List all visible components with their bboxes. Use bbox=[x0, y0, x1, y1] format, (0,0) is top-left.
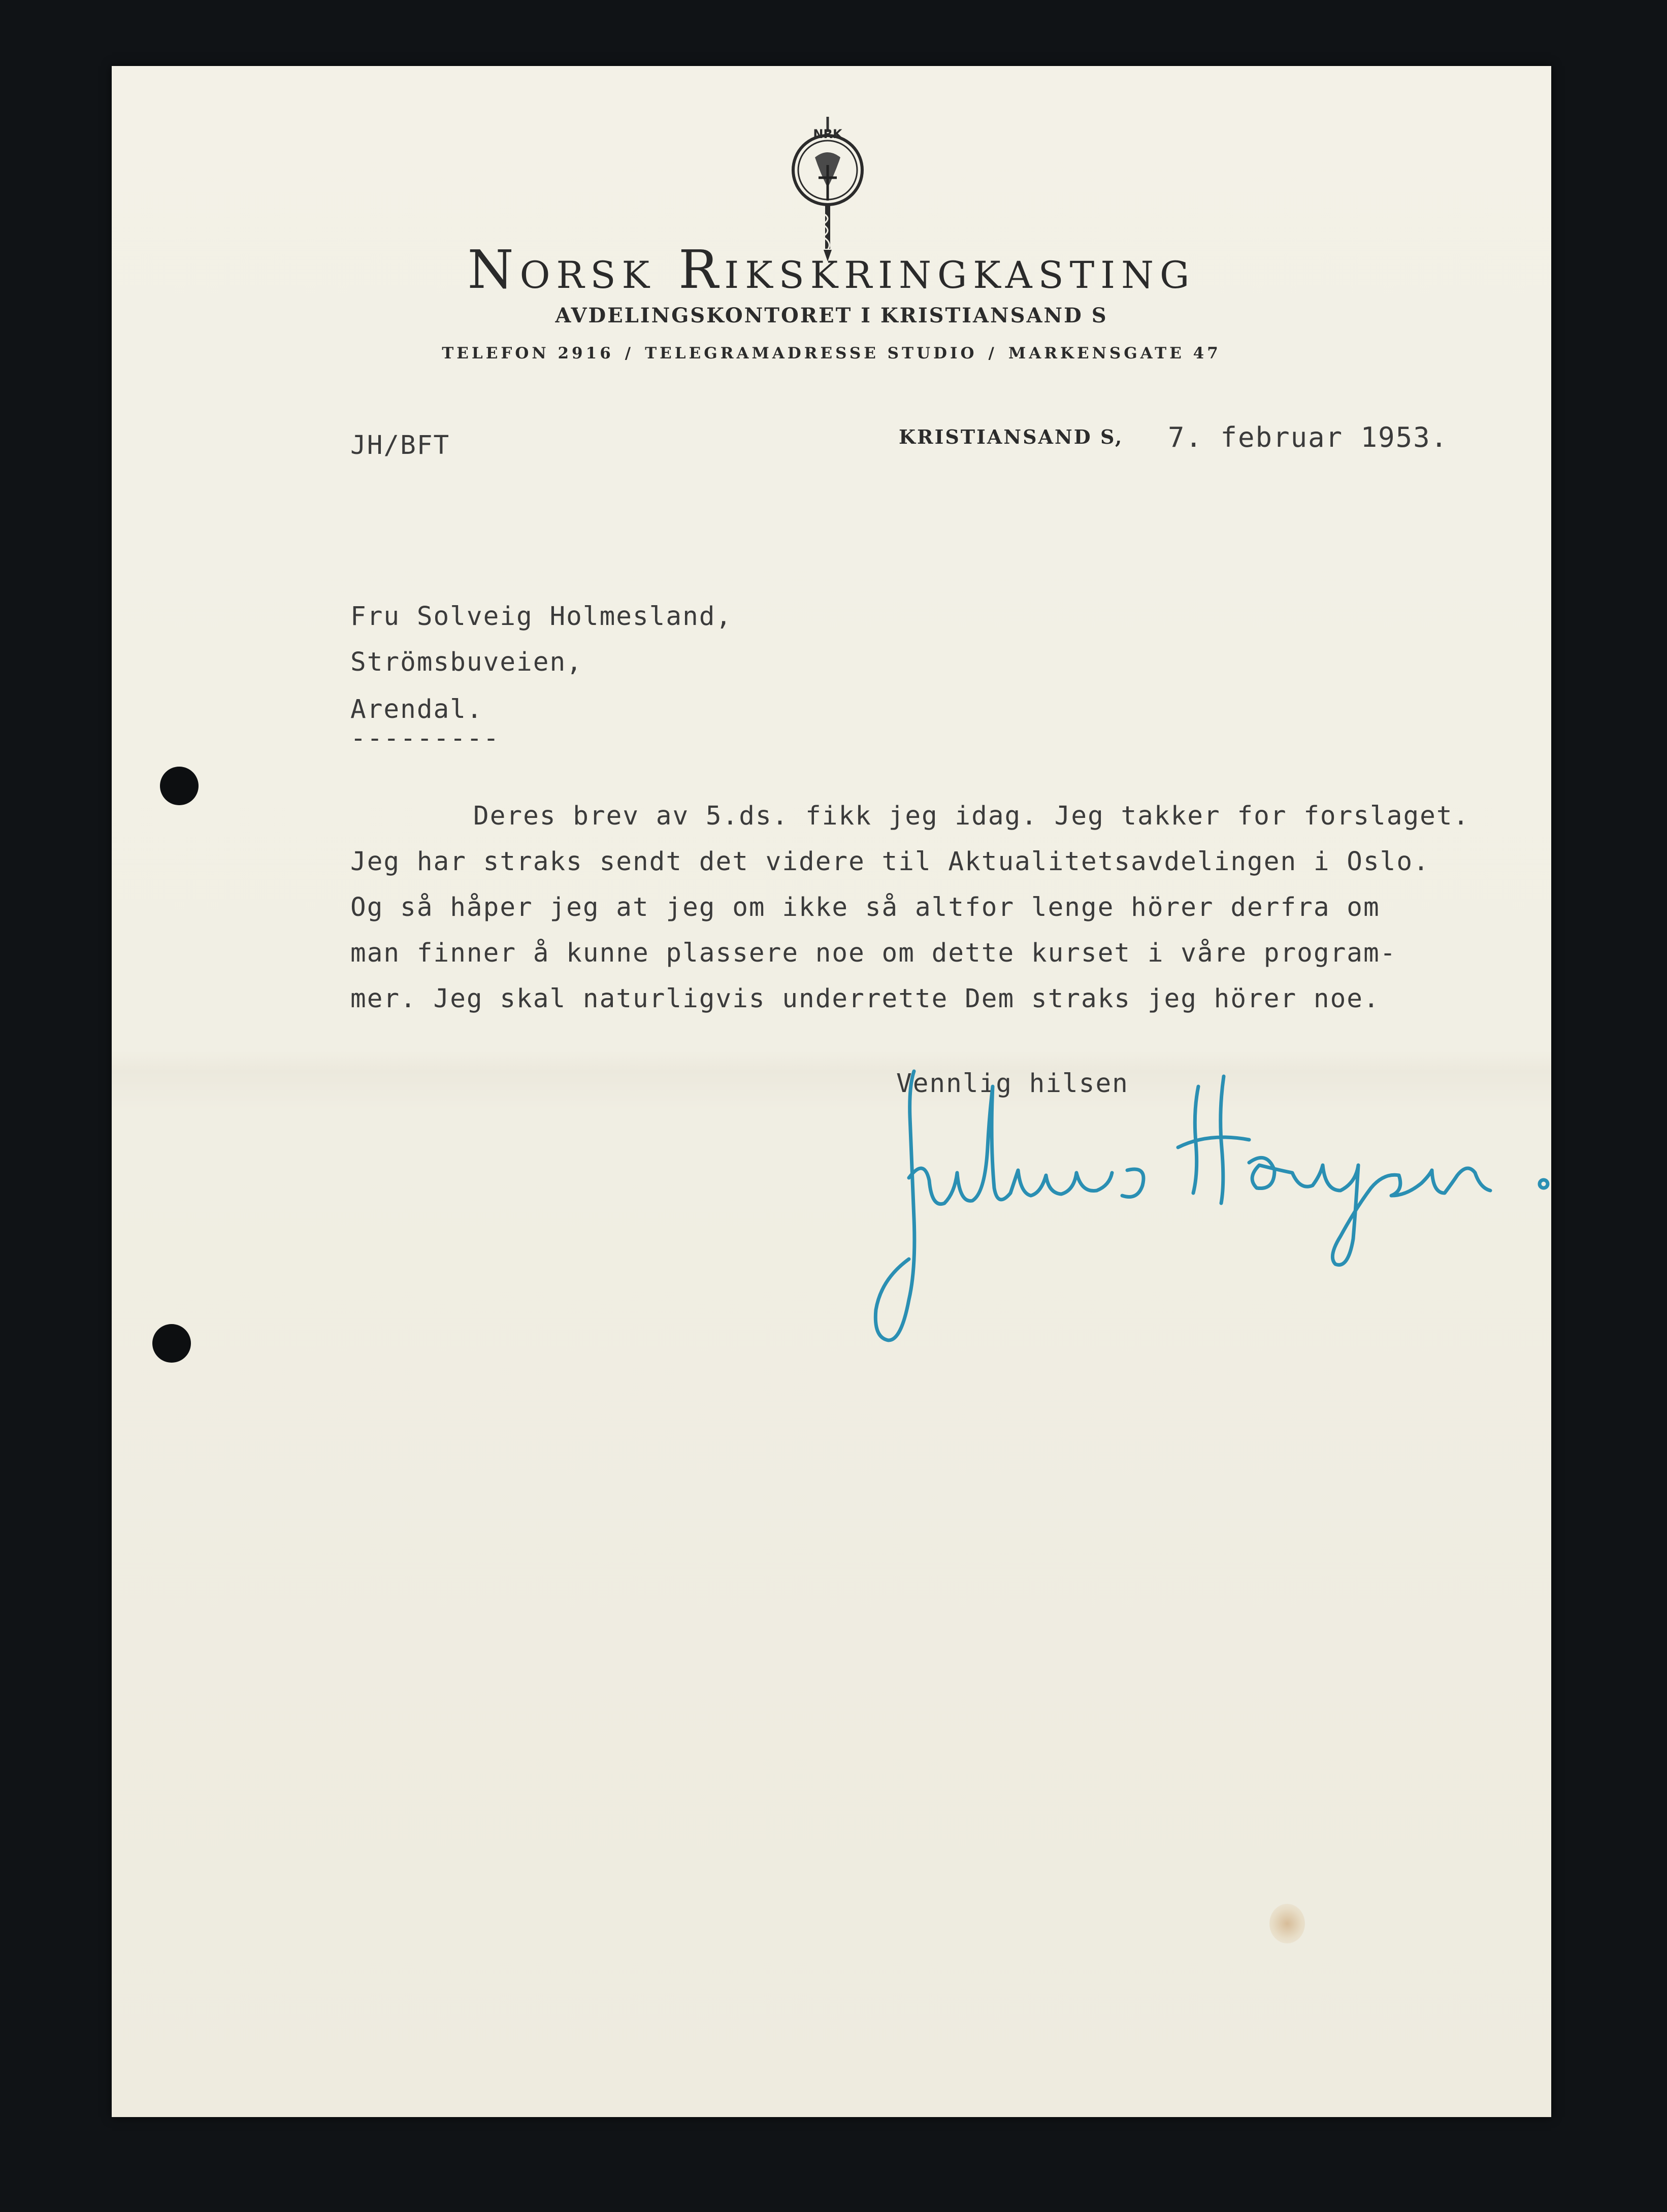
recipient-name: Fru Solveig Holmesland, bbox=[350, 602, 733, 632]
body-line: mer. Jeg skal naturligvis underrette Dem straks jeg hörer noe. bbox=[350, 984, 1380, 1014]
punch-hole-bottom bbox=[152, 1324, 191, 1363]
body-line: Deres brev av 5.ds. fikk jeg idag. Jeg takker for forslaget. bbox=[473, 801, 1470, 831]
letter-date: 7. februar 1953. bbox=[1168, 421, 1449, 453]
telegram-address: TELEGRAMADRESSE STUDIO bbox=[645, 344, 977, 362]
body-line: man finner å kunne plassere noe om dette kurset i våre program- bbox=[350, 938, 1397, 968]
svg-text:NRK: NRK bbox=[813, 127, 842, 141]
body-line: Og så håper jeg at jeg om ikke så altfor lenge hörer derfra om bbox=[350, 893, 1380, 922]
closing-phrase: Vennlig hilsen bbox=[896, 1069, 1129, 1099]
punch-hole-top bbox=[160, 767, 199, 805]
paper-stain bbox=[1269, 1904, 1305, 1943]
organization-name: Norsk Rikskringkasting bbox=[467, 239, 1196, 301]
place-label: KRISTIANSAND S, bbox=[899, 425, 1124, 448]
handwritten-signature bbox=[792, 1056, 1564, 1381]
street-address: MARKENSGATE 47 bbox=[1008, 344, 1221, 362]
letter-page bbox=[112, 66, 1551, 2117]
recipient-street: Strömsbuveien, bbox=[350, 647, 583, 677]
separator: / bbox=[988, 344, 997, 362]
reference-code: JH/BFT bbox=[350, 431, 450, 460]
recipient-city: Arendal. bbox=[350, 695, 483, 724]
address-underline: --------- bbox=[350, 723, 500, 753]
telephone: TELEFON 2916 bbox=[442, 344, 614, 362]
separator: / bbox=[625, 344, 634, 362]
department-name: AVDELINGSKONTORET I KRISTIANSAND S bbox=[555, 304, 1108, 327]
body-line: Jeg har straks sendt det videre til Aktualitetsavdelingen i Oslo. bbox=[350, 847, 1430, 877]
letterhead-contact-line bbox=[112, 344, 1551, 362]
